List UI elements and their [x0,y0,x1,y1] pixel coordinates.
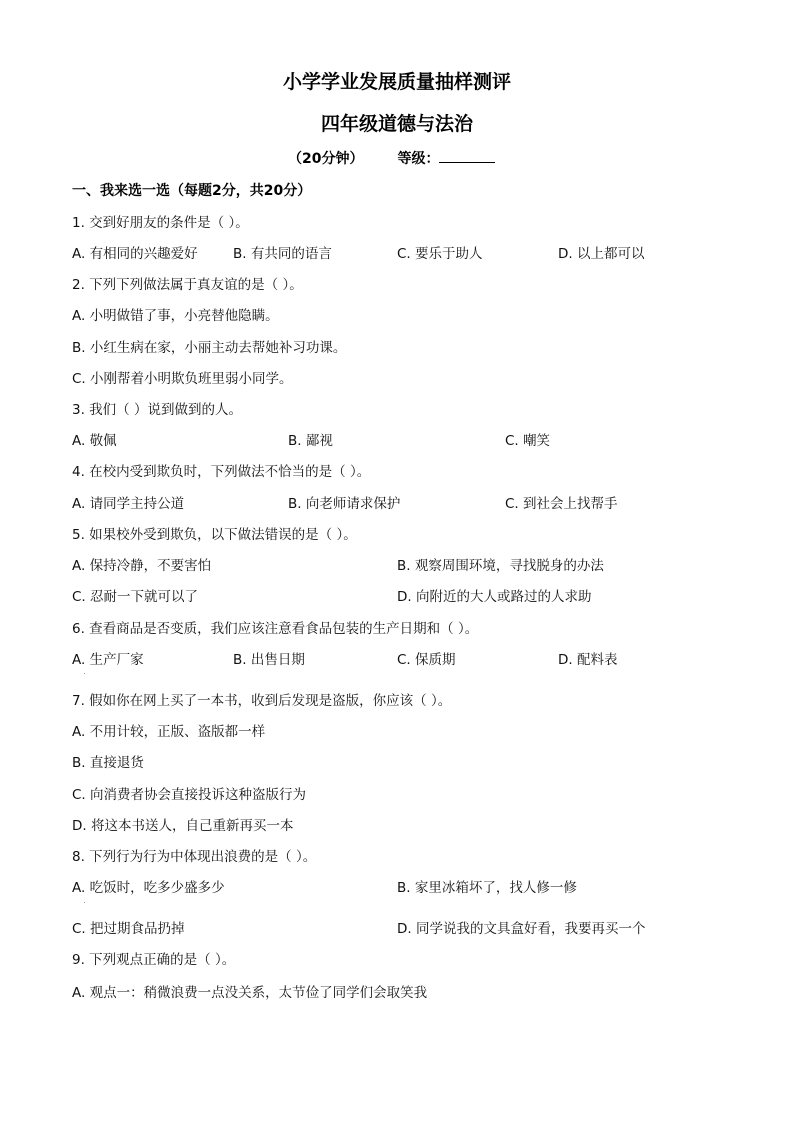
question-6-option-d: D. 配料表 [558,652,618,668]
question-5-option-a: A. 保持冷静，不要害怕 [72,558,212,574]
question-8-option-d: D. 同学说我的文具盒好看，我要再买一个 [397,921,646,937]
question-1-option-a: A. 有相同的兴趣爱好 [72,246,198,262]
question-8-option-a: A. 吃饭时，吃多少盛多少 [72,880,225,896]
stray-mark [84,902,85,903]
question-3-option-a: A. 敬佩 [72,433,117,449]
question-stem-7: 7. 假如你在网上买了一本书，收到后发现是盗版，你应该（ ）。 [72,693,452,709]
question-6-option-c: C. 保质期 [397,652,456,668]
question-7-option-b: B. 直接退货 [72,755,144,771]
exam-info-line [288,148,495,168]
question-stem-6: 6. 查看商品是否变质，我们应该注意看食品包装的生产日期和（ ）。 [72,621,479,637]
question-5-option-b: B. 观察周围环境，寻找脱身的办法 [397,558,604,574]
question-1-option-d: D. 以上都可以 [558,246,645,262]
question-stem-4: 4. 在校内受到欺负时，下列做法不恰当的是（ ）。 [72,464,371,480]
question-stem-1: 1. 交到好朋友的条件是（ ）。 [72,215,249,231]
exam-title: 小学学业发展质量抽样测评 [282,71,511,93]
question-4-option-c: C. 到社会上找帮手 [505,496,618,512]
question-4-option-a: A. 请同学主持公道 [72,496,185,512]
question-3-option-b: B. 鄙视 [288,433,333,449]
question-stem-5: 5. 如果校外受到欺负，以下做法错误的是（ ）。 [72,527,357,543]
question-9-option-a: A. 观点一：稍微浪费一点没关系，太节俭了同学们会取笑我 [72,985,428,1001]
question-2-option-b: B. 小红生病在家，小丽主动去帮她补习功课。 [72,340,347,356]
question-3-option-c: C. 嘲笑 [505,433,551,449]
question-7-option-a: A. 不用计较，正版、盗版都一样 [72,724,266,740]
question-8-option-b: B. 家里冰箱坏了，找人修一修 [397,880,577,896]
question-6-option-b: B. 出售日期 [233,652,305,668]
grade-blank [439,148,495,163]
question-stem-3: 3. 我们（ ）说到做到的人。 [72,402,242,418]
question-4-option-b: B. 向老师请求保护 [288,496,401,512]
question-1-option-c: C. 要乐于助人 [397,246,483,262]
grade-label: 等级： [397,151,440,167]
section-heading: 一、我来选一选（每题2分，共20分） [72,183,312,199]
question-2-option-c: C. 小刚帮着小明欺负班里弱小同学。 [72,371,293,387]
question-8-option-c: C. 把过期食品扔掉 [72,921,185,937]
exam-time: （20分钟） [288,151,364,167]
question-stem-2: 2. 下列下列做法属于真友谊的是（ ）。 [72,277,303,293]
question-2-option-a: A. 小明做错了事，小亮替他隐瞒。 [72,308,279,324]
exam-subtitle: 四年级道德与法治 [320,113,473,135]
question-1-option-b: B. 有共同的语言 [233,246,332,262]
question-5-option-d: D. 向附近的大人或路过的人求助 [397,589,592,605]
question-stem-9: 9. 下列观点正确的是（ ）。 [72,952,236,968]
question-stem-8: 8. 下列行为行为中体现出浪费的是（ ）。 [72,849,317,865]
question-7-option-d: D. 将这本书送人，自己重新再买一本 [72,818,294,834]
stray-mark [84,673,85,674]
question-6-option-a: A. 生产厂家 [72,652,144,668]
question-7-option-c: C. 向消费者协会直接投诉这种盗版行为 [72,787,307,803]
question-5-option-c: C. 忍耐一下就可以了 [72,589,199,605]
